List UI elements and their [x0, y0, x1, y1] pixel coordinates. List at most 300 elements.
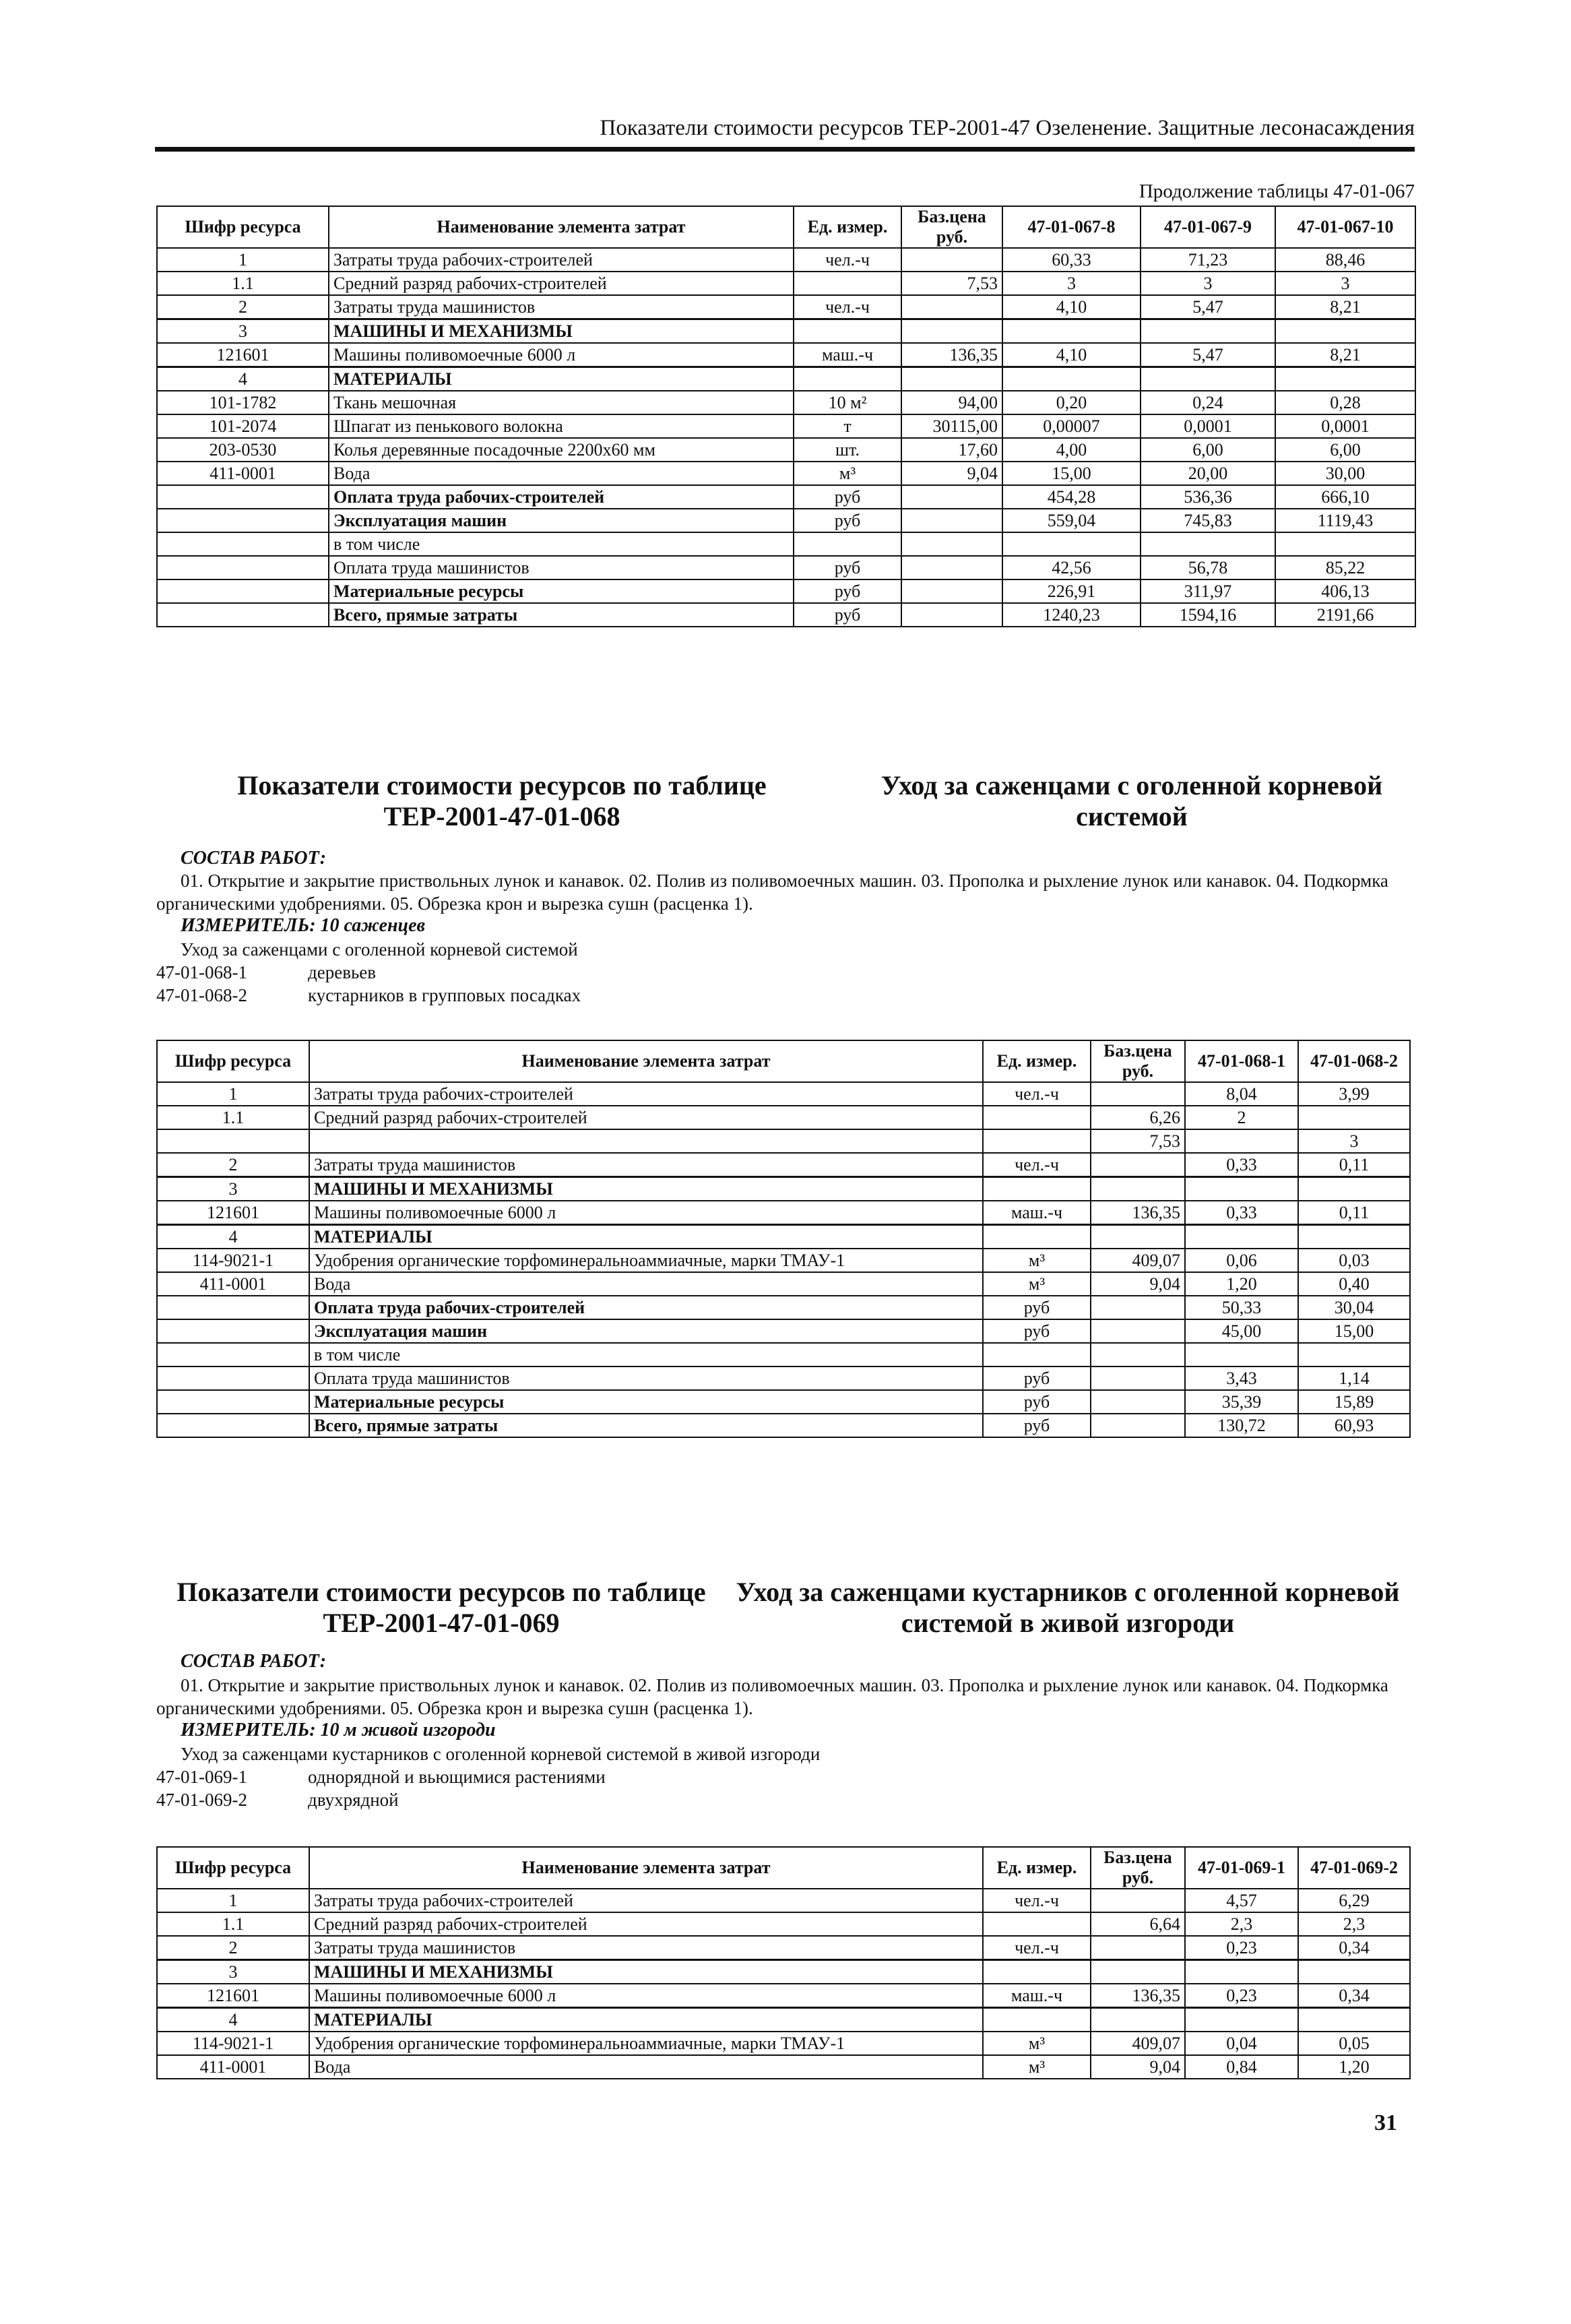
- table-cell: м³: [983, 2055, 1091, 2079]
- table-row: [157, 603, 1415, 627]
- table-cell: 3: [1141, 272, 1275, 295]
- table-row: [157, 343, 1415, 367]
- table-cell: [157, 1390, 309, 1414]
- table-row: [157, 1225, 1410, 1249]
- table-cell: 4: [157, 2008, 309, 2032]
- table-row: [157, 1390, 1410, 1414]
- table-cell: 1: [157, 1082, 309, 1106]
- section-title-069: Показатели стоимости ресурсов по таблице ТЕР-2001-47-01-069: [177, 1577, 706, 1638]
- table-cell: 406,13: [1275, 579, 1415, 603]
- table-cell: [983, 1343, 1091, 1367]
- table-cell: 2,3: [1185, 1912, 1298, 1936]
- table-cell: 0,33: [1185, 1201, 1298, 1225]
- table-cell: Машины поливомоечные 6000 л: [309, 1201, 983, 1225]
- table-cell: 4,10: [1002, 295, 1141, 319]
- table-cell: [1091, 1889, 1185, 1912]
- table-cell: [1185, 2008, 1298, 2032]
- table-row: [157, 1153, 1410, 1177]
- table-cell: 5,47: [1141, 343, 1275, 367]
- table-cell: 3: [1002, 272, 1141, 295]
- table-cell: [1091, 1960, 1185, 1984]
- table-cell: [983, 2008, 1091, 2032]
- table-row: [157, 1129, 1410, 1153]
- column-header: Баз.цена руб.: [1091, 1847, 1185, 1889]
- table-cell: руб: [983, 1296, 1091, 1319]
- table-cell: [1298, 2008, 1410, 2032]
- izmeritel: ИЗМЕРИТЕЛЬ: 10 м живой изгороди: [181, 1720, 496, 1740]
- table-cell: 0,34: [1298, 1936, 1410, 1960]
- table-cell: [983, 1225, 1091, 1249]
- table-cell: [794, 532, 901, 556]
- table-cell: чел.-ч: [794, 295, 901, 319]
- table-cell: [983, 1960, 1091, 1984]
- table-cell: 121601: [157, 1201, 309, 1225]
- page-header: Показатели стоимости ресурсов ТЕР-2001-47 Озеленение. Защитные лесонасаждения: [600, 116, 1415, 140]
- table-cell: Затраты труда машинистов: [309, 1936, 983, 1960]
- table-header-row: [157, 1847, 1410, 1889]
- code-list: [156, 961, 581, 1007]
- table-row: [157, 1984, 1410, 2008]
- table-cell: 1: [157, 1889, 309, 1912]
- table-cell: 1594,16: [1141, 603, 1275, 627]
- table-cell: Колья деревянные посадочные 2200х60 мм: [329, 438, 794, 462]
- table-cell: 8,21: [1275, 343, 1415, 367]
- table-cell: 2: [157, 295, 329, 319]
- table-cell: [157, 579, 329, 603]
- table-cell: 559,04: [1002, 509, 1141, 532]
- table-cell: [157, 1367, 309, 1390]
- table-cell: 1,14: [1298, 1367, 1410, 1390]
- table-cell: 6,64: [1091, 1912, 1185, 1936]
- table-cell: [1091, 1390, 1185, 1414]
- table-cell: [901, 295, 1002, 319]
- table-cell: [1091, 1319, 1185, 1343]
- table-cell: МАШИНЫ И МЕХАНИЗМЫ: [309, 1177, 983, 1201]
- table-row: [157, 414, 1415, 438]
- table-cell: [1091, 1414, 1185, 1437]
- table-row: [157, 1272, 1410, 1296]
- table-cell: 2: [1185, 1106, 1298, 1129]
- table-cell: Затраты труда рабочих-строителей: [309, 1889, 983, 1912]
- table-cell: 56,78: [1141, 556, 1275, 579]
- table-cell: Удобрения органические торфоминеральноаммиачные, марки ТМАУ-1: [309, 2032, 983, 2055]
- sostav-text: 01. Открытие и закрытие приствольных лунок и канавок. 02. Полив из поливомоечных машин. 03. Прополка и рыхление лунок или канавок. 04. Подкормка органическими удобрениями. 05. Обрезка крон и вырезка сушн (расценка 1).: [156, 871, 1388, 914]
- table-row: [157, 438, 1415, 462]
- sostav-text: 01. Открытие и закрытие приствольных лунок и канавок. 02. Полив из поливомоечных машин. 03. Прополка и рыхление лунок или канавок. 04. Подкормка органическими удобрениями. 05. Обрезка крон и вырезка сушн (расценка 1).: [156, 1675, 1388, 1718]
- table-cell: Оплата труда рабочих-строителей: [309, 1296, 983, 1319]
- table-cell: 10 м²: [794, 391, 901, 414]
- table-cell: чел.-ч: [983, 1153, 1091, 1177]
- table-cell: [157, 532, 329, 556]
- table-cell: 0,00007: [1002, 414, 1141, 438]
- table-cell: [157, 485, 329, 509]
- table-row: [157, 272, 1415, 295]
- table-cell: м³: [983, 1249, 1091, 1272]
- table-cell: 17,60: [901, 438, 1002, 462]
- column-header: Ед. измер.: [983, 1040, 1091, 1082]
- table-cell: Машины поливомоечные 6000 л: [329, 343, 794, 367]
- table-cell: [1091, 1936, 1185, 1960]
- code: 47-01-069-1: [156, 1767, 247, 1787]
- table-cell: т: [794, 414, 901, 438]
- table-cell: маш.-ч: [794, 343, 901, 367]
- table-cell: 3: [1275, 272, 1415, 295]
- table-cell: [1091, 1153, 1185, 1177]
- table-cell: Материальные ресурсы: [329, 579, 794, 603]
- table-row: [157, 485, 1415, 509]
- table-cell: маш.-ч: [983, 1201, 1091, 1225]
- table-row: [157, 1082, 1410, 1106]
- table-cell: 0,03: [1298, 1249, 1410, 1272]
- table-cell: Вода: [309, 1272, 983, 1296]
- table-header-row: [157, 1040, 1410, 1082]
- table-cell: руб: [794, 603, 901, 627]
- table-cell: [1275, 367, 1415, 391]
- column-header: 47-01-069-1: [1185, 1847, 1298, 1889]
- table-cell: [1091, 1225, 1185, 1249]
- table-cell: руб: [794, 485, 901, 509]
- table-row: [157, 579, 1415, 603]
- table-cell: [983, 1177, 1091, 1201]
- column-header: Наименование элемента затрат: [329, 206, 794, 248]
- table-cell: 114-9021-1: [157, 1249, 309, 1272]
- table-cell: 5,47: [1141, 295, 1275, 319]
- table-cell: 130,72: [1185, 1414, 1298, 1437]
- table-cell: МАШИНЫ И МЕХАНИЗМЫ: [309, 1960, 983, 1984]
- table-cell: 3,99: [1298, 1082, 1410, 1106]
- table-cell: МАШИНЫ И МЕХАНИЗМЫ: [329, 319, 794, 344]
- table-cell: Средний разряд рабочих-строителей: [309, 1912, 983, 1936]
- table-cell: 6,00: [1275, 438, 1415, 462]
- column-header: Ед. измер.: [794, 206, 901, 248]
- table-row: [157, 1201, 1410, 1225]
- code-desc: однорядной и вьющимися растениями: [308, 1767, 606, 1787]
- table-cell: [1002, 367, 1141, 391]
- table-cell: [1141, 367, 1275, 391]
- table-cell: 0,23: [1185, 1936, 1298, 1960]
- table-cell: 4: [157, 1225, 309, 1249]
- table-row: [157, 1889, 1410, 1912]
- table-cell: 4,57: [1185, 1889, 1298, 1912]
- table-cell: [157, 603, 329, 627]
- table-cell: 1.1: [157, 1912, 309, 1936]
- table-cell: 0,23: [1185, 1984, 1298, 2008]
- table-cell: 85,22: [1275, 556, 1415, 579]
- table-row: [157, 532, 1415, 556]
- resource-table-067: [156, 206, 1416, 627]
- table-continuation-label: Продолжение таблицы 47-01-067: [1139, 181, 1415, 202]
- table-cell: 136,35: [1091, 1984, 1185, 2008]
- table-cell: 9,04: [901, 462, 1002, 485]
- table-cell: чел.-ч: [794, 248, 901, 272]
- resource-table-068: [156, 1040, 1411, 1438]
- table-cell: руб: [794, 509, 901, 532]
- table-cell: 8,21: [1275, 295, 1415, 319]
- table-cell: [901, 603, 1002, 627]
- table-cell: 6,29: [1298, 1889, 1410, 1912]
- table-row: [157, 1319, 1410, 1343]
- table-cell: 3: [157, 319, 329, 344]
- table-cell: в том числе: [309, 1343, 983, 1367]
- table-row: [157, 319, 1415, 344]
- table-cell: 1240,23: [1002, 603, 1141, 627]
- table-row: [157, 1367, 1410, 1390]
- table-cell: 50,33: [1185, 1296, 1298, 1319]
- table-cell: [1275, 532, 1415, 556]
- table-cell: руб: [983, 1390, 1091, 1414]
- table-cell: Затраты труда рабочих-строителей: [309, 1082, 983, 1106]
- table-cell: [1141, 532, 1275, 556]
- table-cell: [794, 319, 901, 344]
- table-cell: 0,05: [1298, 2032, 1410, 2055]
- table-cell: [1091, 1343, 1185, 1367]
- table-cell: 0,20: [1002, 391, 1141, 414]
- table-cell: [1185, 1343, 1298, 1367]
- table-cell: 60,93: [1298, 1414, 1410, 1437]
- table-cell: 0,33: [1185, 1153, 1298, 1177]
- table-cell: 1: [157, 248, 329, 272]
- table-cell: 3: [1298, 1129, 1410, 1153]
- table-row: [157, 367, 1415, 391]
- table-cell: 136,35: [1091, 1201, 1185, 1225]
- table-cell: 0,06: [1185, 1249, 1298, 1272]
- column-header: Баз.цена руб.: [901, 206, 1002, 248]
- table-cell: [157, 1129, 309, 1153]
- table-cell: Эксплуатация машин: [329, 509, 794, 532]
- table-cell: 121601: [157, 1984, 309, 2008]
- table-cell: МАТЕРИАЛЫ: [309, 2008, 983, 2032]
- table-cell: 30,04: [1298, 1296, 1410, 1319]
- table-cell: 45,00: [1185, 1319, 1298, 1343]
- table-cell: 1,20: [1298, 2055, 1410, 2079]
- table-cell: [901, 319, 1002, 344]
- table-cell: 4,10: [1002, 343, 1141, 367]
- table-cell: [794, 272, 901, 295]
- table-cell: [1298, 1343, 1410, 1367]
- table-cell: 3,43: [1185, 1367, 1298, 1390]
- table-cell: [1091, 1296, 1185, 1319]
- table-cell: [157, 1343, 309, 1367]
- table-cell: 203-0530: [157, 438, 329, 462]
- table-cell: 88,46: [1275, 248, 1415, 272]
- table-cell: [983, 1129, 1091, 1153]
- table-cell: [1185, 1129, 1298, 1153]
- table-cell: м³: [794, 462, 901, 485]
- table-cell: 2: [157, 1936, 309, 1960]
- table-cell: 1,20: [1185, 1272, 1298, 1296]
- table-cell: 3: [157, 1960, 309, 1984]
- table-cell: 30,00: [1275, 462, 1415, 485]
- table-cell: [901, 556, 1002, 579]
- table-row: [157, 248, 1415, 272]
- table-cell: 666,10: [1275, 485, 1415, 509]
- table-cell: [1185, 1177, 1298, 1201]
- code-desc: кустарников в групповых посадках: [308, 985, 581, 1005]
- table-cell: 8,04: [1185, 1082, 1298, 1106]
- table-cell: 42,56: [1002, 556, 1141, 579]
- table-cell: Ткань мешочная: [329, 391, 794, 414]
- table-cell: Затраты труда рабочих-строителей: [329, 248, 794, 272]
- table-cell: [1002, 532, 1141, 556]
- column-header: Баз.цена руб.: [1091, 1040, 1185, 1082]
- work-subtitle: Уход за саженцами кустарников с оголенной корневой системой в живой изгороди: [181, 1744, 821, 1764]
- table-row: [157, 2055, 1410, 2079]
- column-header: Ед. измер.: [983, 1847, 1091, 1889]
- table-cell: 0,04: [1185, 2032, 1298, 2055]
- table-cell: 311,97: [1141, 579, 1275, 603]
- table-row: [157, 1414, 1410, 1437]
- table-cell: 9,04: [1091, 2055, 1185, 2079]
- table-cell: [1298, 1960, 1410, 1984]
- table-cell: 94,00: [901, 391, 1002, 414]
- table-cell: Вода: [329, 462, 794, 485]
- table-cell: [1185, 1225, 1298, 1249]
- table-cell: руб: [983, 1319, 1091, 1343]
- table-cell: 9,04: [1091, 1272, 1185, 1296]
- table-cell: [983, 1912, 1091, 1936]
- table-cell: руб: [794, 556, 901, 579]
- code-desc: деревьев: [308, 962, 376, 982]
- table-cell: 35,39: [1185, 1390, 1298, 1414]
- table-cell: [1091, 1367, 1185, 1390]
- table-cell: руб: [983, 1414, 1091, 1437]
- column-header: 47-01-069-2: [1298, 1847, 1410, 1889]
- table-cell: [1275, 319, 1415, 344]
- table-cell: [901, 509, 1002, 532]
- table-cell: [1091, 1177, 1185, 1201]
- table-cell: 0,0001: [1275, 414, 1415, 438]
- code: 47-01-068-1: [156, 962, 247, 982]
- table-cell: Оплата труда рабочих-строителей: [329, 485, 794, 509]
- table-cell: Затраты труда машинистов: [329, 295, 794, 319]
- table-cell: [901, 367, 1002, 391]
- table-cell: 4: [157, 367, 329, 391]
- table-cell: [901, 579, 1002, 603]
- table-cell: 0,0001: [1141, 414, 1275, 438]
- page-number: 31: [1374, 2110, 1397, 2135]
- table-cell: МАТЕРИАЛЫ: [309, 1225, 983, 1249]
- table-row: [157, 1296, 1410, 1319]
- table-cell: 4,00: [1002, 438, 1141, 462]
- section-subtitle-068: Уход за саженцами с оголенной корневой системой: [880, 770, 1383, 831]
- table-header-row: [157, 206, 1415, 248]
- column-header: Шифр ресурса: [157, 1040, 309, 1082]
- column-header: Шифр ресурса: [157, 1847, 309, 1889]
- column-header: Наименование элемента затрат: [309, 1847, 983, 1889]
- table-cell: руб: [983, 1367, 1091, 1390]
- table-row: [157, 2008, 1410, 2032]
- table-cell: [157, 1319, 309, 1343]
- column-header: 47-01-067-10: [1275, 206, 1415, 248]
- column-header: 47-01-067-9: [1141, 206, 1275, 248]
- table-cell: 2: [157, 1153, 309, 1177]
- table-cell: м³: [983, 2032, 1091, 2055]
- table-cell: в том числе: [329, 532, 794, 556]
- table-cell: МАТЕРИАЛЫ: [329, 367, 794, 391]
- table-cell: 7,53: [1091, 1129, 1185, 1153]
- table-cell: Машины поливомоечные 6000 л: [309, 1984, 983, 2008]
- table-cell: чел.-ч: [983, 1889, 1091, 1912]
- sostav-label: СОСТАВ РАБОТ:: [181, 848, 327, 869]
- code: 47-01-068-2: [156, 985, 247, 1005]
- table-cell: 0,11: [1298, 1201, 1410, 1225]
- resource-table-069: [156, 1846, 1411, 2079]
- column-header: Шифр ресурса: [157, 206, 329, 248]
- table-cell: [794, 367, 901, 391]
- table-cell: 101-1782: [157, 391, 329, 414]
- table-row: [157, 1960, 1410, 1984]
- table-cell: 15,00: [1298, 1319, 1410, 1343]
- table-cell: [1298, 1106, 1410, 1129]
- table-cell: [157, 1414, 309, 1437]
- table-cell: 409,07: [1091, 2032, 1185, 2055]
- izmeritel: ИЗМЕРИТЕЛЬ: 10 саженцев: [181, 915, 426, 936]
- table-cell: Эксплуатация машин: [309, 1319, 983, 1343]
- table-cell: 3: [157, 1177, 309, 1201]
- table-cell: 0,11: [1298, 1153, 1410, 1177]
- table-cell: 411-0001: [157, 462, 329, 485]
- code-desc: двухрядной: [308, 1790, 399, 1810]
- table-cell: [157, 1296, 309, 1319]
- table-cell: Оплата труда машинистов: [329, 556, 794, 579]
- table-cell: 1.1: [157, 272, 329, 295]
- table-cell: [1298, 1177, 1410, 1201]
- table-row: [157, 2032, 1410, 2055]
- table-cell: [1091, 1082, 1185, 1106]
- table-cell: 71,23: [1141, 248, 1275, 272]
- table-row: [157, 462, 1415, 485]
- table-cell: 60,33: [1002, 248, 1141, 272]
- table-row: [157, 391, 1415, 414]
- table-cell: 1.1: [157, 1106, 309, 1129]
- table-cell: [1141, 319, 1275, 344]
- section-subtitle-069: Уход за саженцами кустарников с оголенной корневой системой в живой изгороди: [736, 1577, 1400, 1638]
- table-cell: Средний разряд рабочих-строителей: [309, 1106, 983, 1129]
- column-header: 47-01-067-8: [1002, 206, 1141, 248]
- table-cell: шт.: [794, 438, 901, 462]
- table-cell: 411-0001: [157, 2055, 309, 2079]
- table-row: [157, 1912, 1410, 1936]
- table-row: [157, 1106, 1410, 1129]
- table-cell: 2191,66: [1275, 603, 1415, 627]
- table-cell: 136,35: [901, 343, 1002, 367]
- table-cell: 121601: [157, 343, 329, 367]
- code-list: [156, 1765, 606, 1811]
- table-cell: Всего, прямые затраты: [329, 603, 794, 627]
- table-cell: [1091, 2008, 1185, 2032]
- table-row: [157, 556, 1415, 579]
- table-cell: 6,00: [1141, 438, 1275, 462]
- table-cell: 0,24: [1141, 391, 1275, 414]
- table-cell: [309, 1129, 983, 1153]
- table-cell: Затраты труда машинистов: [309, 1153, 983, 1177]
- work-subtitle: Уход за саженцами с оголенной корневой системой: [181, 939, 578, 960]
- table-cell: 101-2074: [157, 414, 329, 438]
- table-row: [157, 1343, 1410, 1367]
- table-row: [157, 1177, 1410, 1201]
- table-cell: 409,07: [1091, 1249, 1185, 1272]
- table-cell: [1298, 1225, 1410, 1249]
- table-cell: Материальные ресурсы: [309, 1390, 983, 1414]
- table-cell: 6,26: [1091, 1106, 1185, 1129]
- table-row: [157, 1936, 1410, 1960]
- table-cell: 0,34: [1298, 1984, 1410, 2008]
- table-cell: [901, 532, 1002, 556]
- table-cell: 226,91: [1002, 579, 1141, 603]
- table-cell: 411-0001: [157, 1272, 309, 1296]
- table-cell: 114-9021-1: [157, 2032, 309, 2055]
- table-cell: [157, 509, 329, 532]
